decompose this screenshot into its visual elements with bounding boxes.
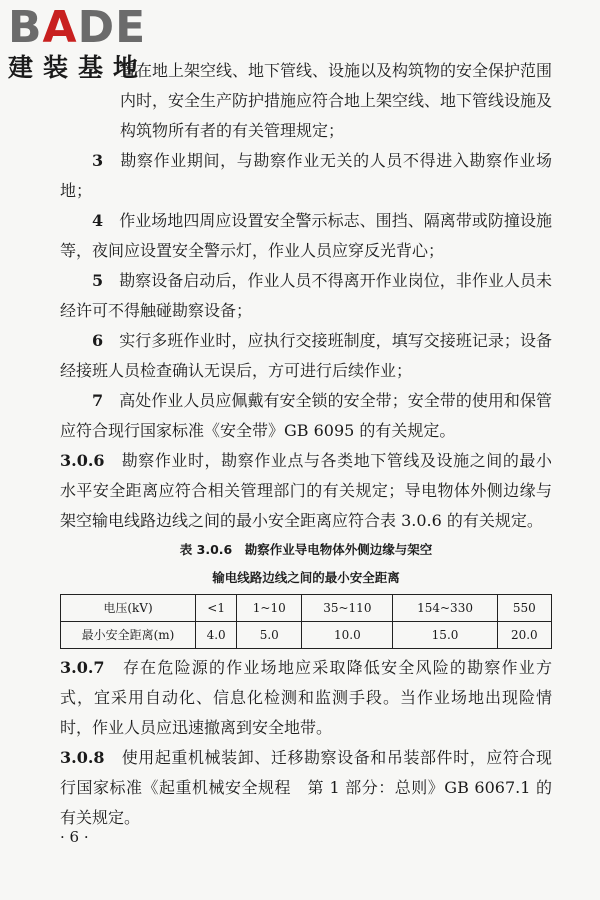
item-text: 高处作业人员应佩戴有安全锁的安全带；安全带的使用和保管应符合现行国家标准《安全带》GB 6095 的有关规定。 xyxy=(60,391,552,440)
logo-accent-letter: A xyxy=(42,2,78,53)
table-row-header: 最小安全距离(m) xyxy=(61,622,196,649)
table-cell: 154~330 xyxy=(393,595,497,622)
table-row xyxy=(61,595,552,622)
table-cell: 550 xyxy=(497,595,551,622)
section-number: 3.0.8 xyxy=(60,748,105,767)
list-item-4 xyxy=(60,206,552,266)
site-logo xyxy=(8,4,148,82)
section-text: 勘察作业时，勘察作业点与各类地下管线及设施之间的最小水平安全距离应符合相关管理部门的有关规定；导电物体外侧边缘与架空输电线路边线之间的最小安全距离应符合表 3.0.6 的有关规定。 xyxy=(60,451,552,530)
item-number: 6 xyxy=(92,331,104,350)
item-number: 4 xyxy=(92,211,104,230)
section-text: 使用起重机械装卸、迁移勘察设备和吊装部件时，应符合现行国家标准《起重机械安全规程 第 1 部分：总则》GB 6067.1 的有关规定。 xyxy=(60,748,552,827)
list-item-6 xyxy=(60,326,552,386)
continued-paragraph: 置在地上架空线、地下管线、设施以及构筑物的安全保护范围内时，安全生产防护措施应符合地上架空线、地下管线设施及构筑物所有者的有关管理规定； xyxy=(120,61,553,140)
section-number: 3.0.7 xyxy=(60,658,105,677)
section-text: 存在危险源的作业场地应采取降低安全风险的勘察作业方式，宜采用自动化、信息化检测和监测手段。当作业场地出现险情时，作业人员应迅速撤离到安全地带。 xyxy=(60,658,552,737)
table-cell: 10.0 xyxy=(302,622,393,649)
table-cell: 20.0 xyxy=(497,622,551,649)
table-caption-line2: 输电线路边线之间的最小安全距离 xyxy=(212,570,400,585)
item-number: 3 xyxy=(92,151,104,170)
page-number: · 6 · xyxy=(60,828,89,846)
item-number: 5 xyxy=(92,271,104,290)
list-item-5 xyxy=(60,266,552,326)
list-item-3 xyxy=(60,146,552,206)
logo-wordmark: BADE xyxy=(8,2,147,53)
table-cell: 15.0 xyxy=(393,622,497,649)
item-text: 作业场地四周应设置安全警示标志、围挡、隔离带或防撞设施等，夜间应设置安全警示灯，作业人员应穿反光背心； xyxy=(60,211,552,260)
list-item-7 xyxy=(60,386,552,446)
table-cell: 35~110 xyxy=(302,595,393,622)
safety-distance-table xyxy=(60,594,552,649)
table-cell: 5.0 xyxy=(237,622,302,649)
section-3-0-6 xyxy=(60,446,552,536)
section-3-0-8 xyxy=(60,743,552,833)
table-row-header: 电压(kV) xyxy=(61,595,196,622)
document-body xyxy=(60,56,552,833)
table-cell: 1~10 xyxy=(237,595,302,622)
table-caption-line1: 表 3.0.6 勘察作业导电物体外侧边缘与架空 xyxy=(179,542,433,557)
item-text: 实行多班作业时，应执行交接班制度，填写交接班记录；设备经接班人员检查确认无误后，方可进行后续作业； xyxy=(60,331,552,380)
section-3-0-7 xyxy=(60,653,552,743)
section-number: 3.0.6 xyxy=(60,451,105,470)
table-cell: <1 xyxy=(196,595,237,622)
item-number: 7 xyxy=(92,391,104,410)
table-cell: 4.0 xyxy=(196,622,237,649)
item-text: 勘察作业期间，与勘察作业无关的人员不得进入勘察作业场地； xyxy=(60,151,552,200)
logo-subtitle: 建装基地 xyxy=(8,53,149,82)
table-row xyxy=(61,622,552,649)
item-text: 勘察设备启动后，作业人员不得离开作业岗位，非作业人员未经许可不得触碰勘察设备； xyxy=(60,271,552,320)
